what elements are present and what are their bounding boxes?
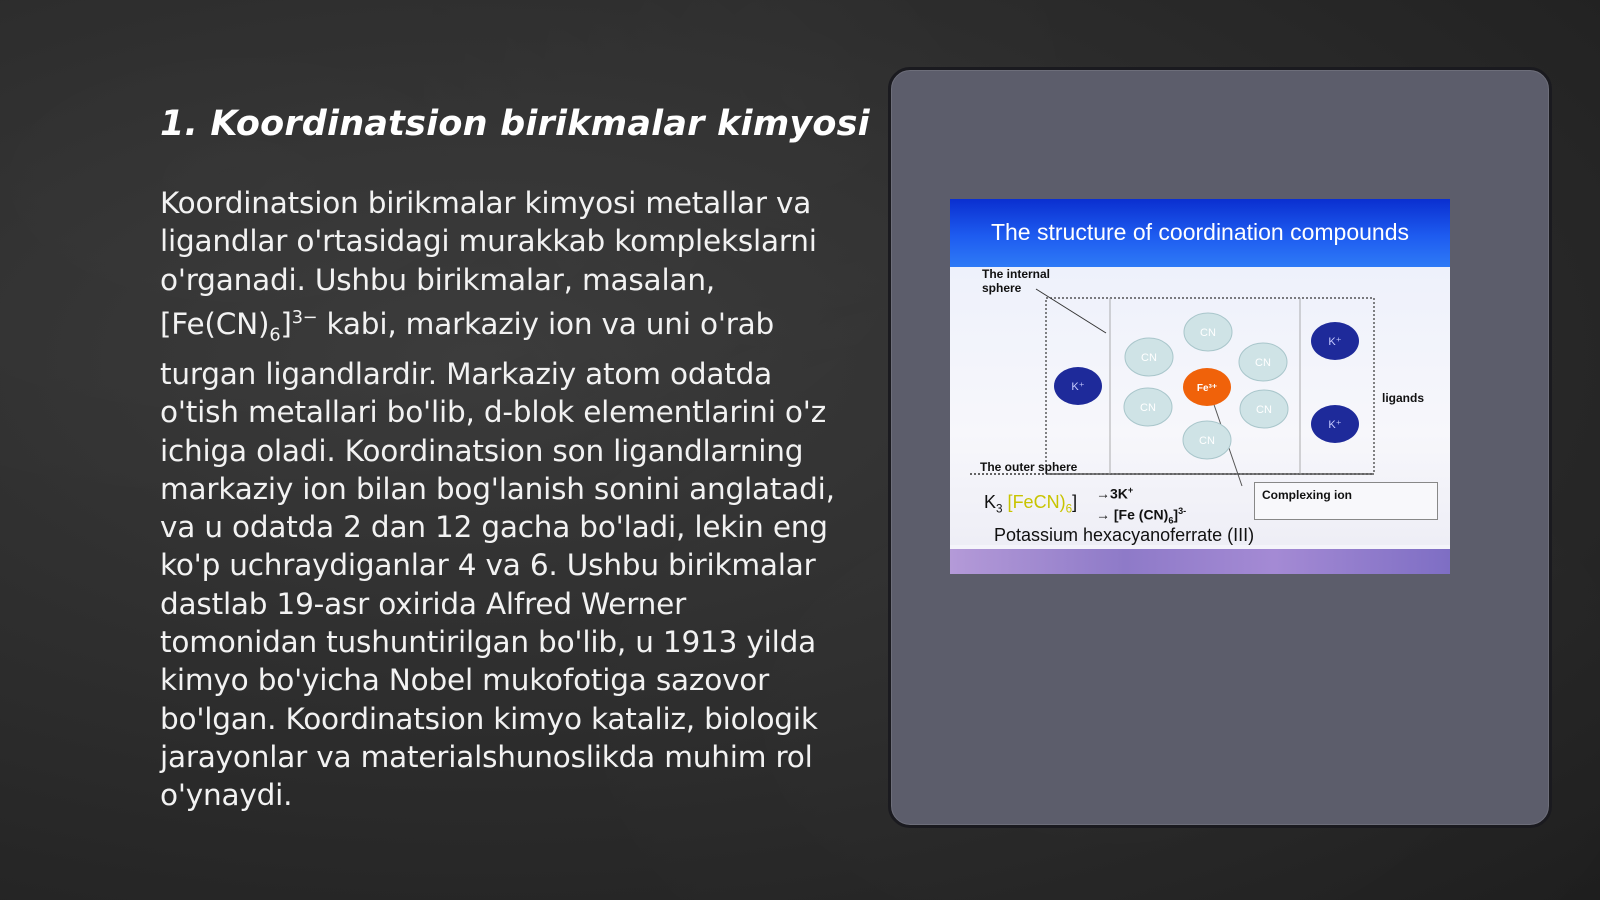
- internal-sphere-label: The internal sphere: [982, 267, 1051, 295]
- internal-sphere-pointer: [1036, 289, 1106, 333]
- ligand-cn-3: [1239, 343, 1287, 381]
- svg-text:CN: CN: [1199, 435, 1215, 447]
- slide-title: 1. Koordinatsion birikmalar kimyosi: [160, 104, 870, 144]
- ligand-cn-5: [1240, 390, 1288, 428]
- paragraph-superscript: 3−: [291, 307, 318, 328]
- coordination-structure-figure: [950, 199, 1450, 574]
- svg-text:K⁺: K⁺: [1071, 381, 1085, 393]
- dissociation-line-1: →3K+: [1096, 485, 1134, 502]
- svg-text:K⁺: K⁺: [1328, 419, 1342, 431]
- svg-text:CN: CN: [1255, 357, 1271, 369]
- central-ion-fe: [1183, 368, 1231, 406]
- svg-text:CN: CN: [1140, 402, 1156, 414]
- svg-text:K⁺: K⁺: [1328, 336, 1342, 348]
- svg-text:CN: CN: [1200, 327, 1216, 339]
- paragraph-part-1: Koordinatsion birikmalar kimyosi metallar va ligandlar o'rtasidagi murakkab komplekslarni o'rganadi. Ushbu birikmalar, masalan, [Fe(CN): [160, 186, 817, 341]
- ligands-label: ligands: [1382, 391, 1425, 405]
- ligand-cn-2: [1125, 338, 1173, 376]
- paragraph-part-3: kabi, markaziy ion va uni o'rab turgan ligandlardir. Markaziy atom odatda o'tish metallari bo'lib, d-blok elementlarini o'z ichiga oladi. Koordinatsion son ligandlarning markaziy ion bilan bog'lanish sonini anglatadi, va u odatda 2 dan 12 gacha bo'ladi, lekin eng ko'p uchraydiganlar 4 va 6. Ushbu birikmalar dastlab 19-asr oxirida Alfred Werner tomonidan tushuntirilgan bo'lib, u 1913 yilda kimyo bo'yicha Nobel mukofotiga sazovor bo'lgan. Koordinatsion kimyo kataliz, biologik jarayonlar va materialshunoslikda muhim rol o'ynaydi.: [160, 306, 835, 813]
- svg-text:CN: CN: [1256, 404, 1272, 416]
- complexing-ion-label: Complexing ion: [1262, 488, 1352, 502]
- compound-name: Potassium hexacyanoferrate (III): [994, 525, 1255, 545]
- slide-paragraph: [160, 184, 850, 814]
- outer-sphere-label: The outer sphere: [980, 460, 1078, 474]
- figure-title: The structure of coordination compounds: [990, 219, 1410, 245]
- ligand-cn-1: [1184, 313, 1232, 351]
- svg-text:Fe³⁺: Fe³⁺: [1196, 383, 1218, 394]
- counter-ion-k-left: [1054, 367, 1102, 405]
- ligand-cn-6: [1183, 421, 1231, 459]
- ligand-cn-4: [1124, 388, 1172, 426]
- dissociation-line-2: → [Fe $(CN)_6]^{3-}$: [1096, 506, 1187, 526]
- paragraph-subscript: 6: [269, 325, 281, 346]
- counter-ion-k-top-right: [1311, 322, 1359, 360]
- counter-ion-k-bottom-right: [1311, 405, 1359, 443]
- svg-text:CN: CN: [1141, 352, 1157, 364]
- compound-formula: $K_3$ $[FeCN)_6$]: [984, 492, 1078, 516]
- paragraph-part-2: ]: [280, 306, 292, 341]
